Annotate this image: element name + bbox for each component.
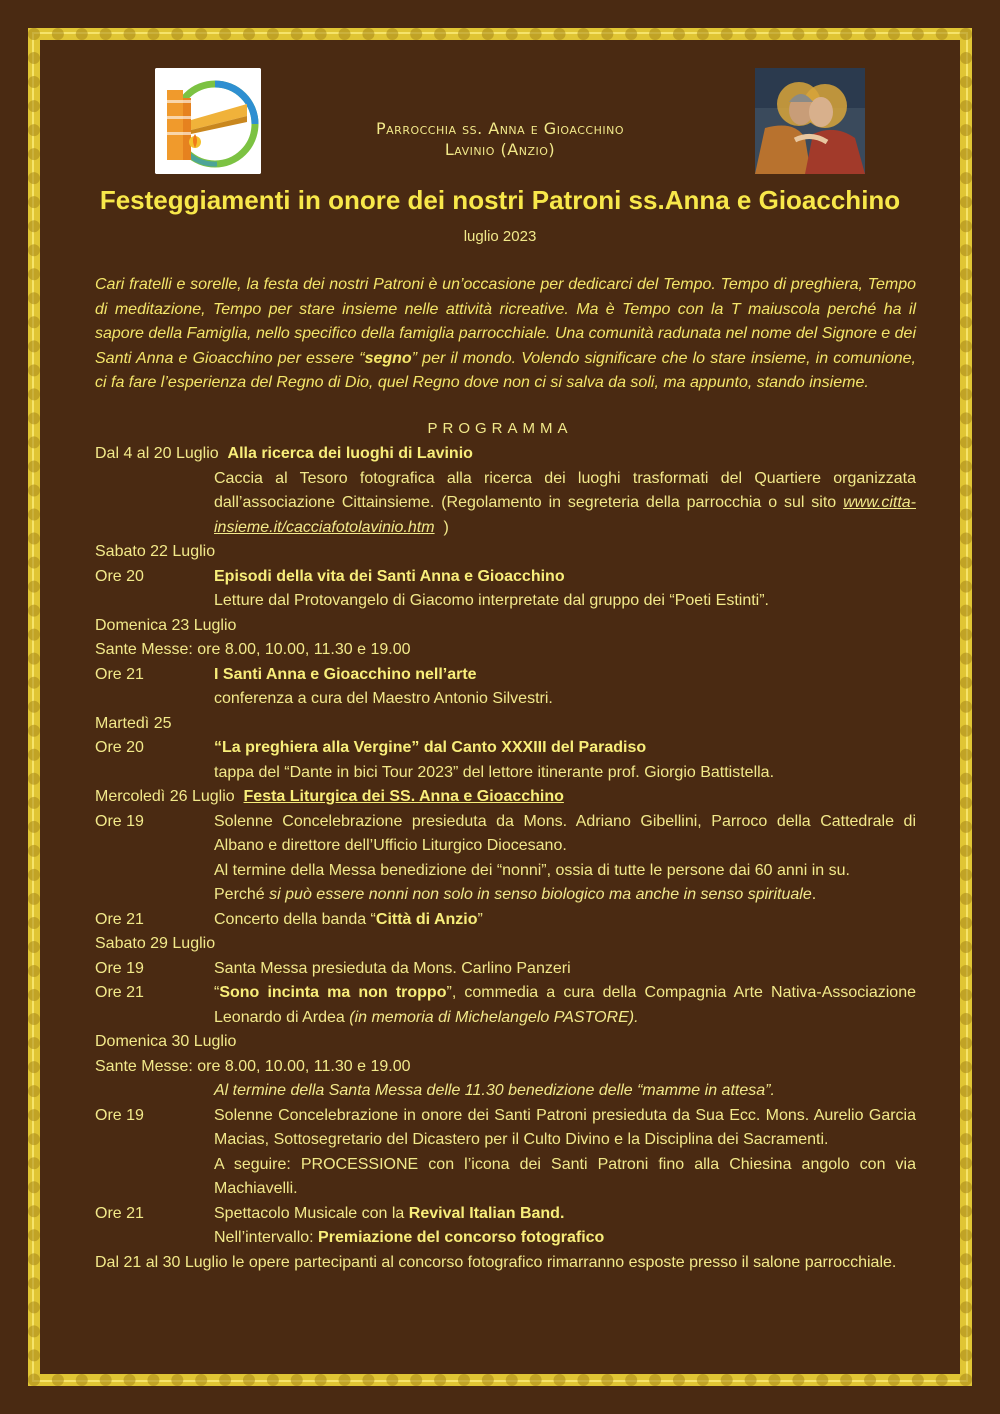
program-7-time-1: Ore 19: [95, 1106, 144, 1124]
program-5-desc-2: Al termine della Messa benedizione dei “nonni”, ossia di tutte le persone dai 60 anni in su.: [214, 861, 850, 879]
program-5-date: Mercoledì 26 Luglio: [95, 788, 235, 805]
program-5-desc-3a: Perché: [214, 886, 265, 903]
intro-text-2: ” per il mondo. Volendo significare che lo stare insieme, in comunione, ci fa fare l’esperienza del Regno di Dio, quel Regno dove non ci si salva da soli, ma appunto, stando insieme.: [95, 349, 916, 391]
program-5-concert-b: Città di Anzio: [375, 910, 478, 928]
page-title: Festeggiamenti in onore dei nostri Patroni ss.Anna e Gioacchino: [99, 185, 901, 215]
program-7-masses: Sante Messe: ore 8.00, 10.00, 11.30 e 19.00: [95, 1057, 411, 1075]
program-1-desc: [95, 467, 916, 541]
program-7-desc-2: A seguire: PROCESSIONE con l’icona dei Santi Patroni fino alla Chiesina angolo con via Machiavelli.: [214, 1155, 916, 1197]
program-item-3: [95, 614, 916, 712]
parish-name: [0, 118, 1000, 160]
program-7-time-2: Ore 21: [95, 1204, 144, 1222]
program-6-desc-2c: ”, commedia a cura della Compagnia Arte Nativa-Associazione Leonardo di Ardea: [214, 984, 917, 1026]
program-3-date: Domenica 23 Luglio: [95, 616, 237, 634]
program-5-title: Festa Liturgica dei SS. Anna e Gioacchino: [243, 788, 564, 805]
program-2-title: Episodi della vita dei Santi Anna e Gioacchino: [214, 567, 565, 585]
program-7-interval: [95, 1226, 916, 1251]
program-5-concert: [214, 908, 916, 933]
program-4-time: Ore 20: [95, 739, 144, 756]
intro-text-1: Cari fratelli e sorelle, la festa dei nostri Patroni è un’occasione per dedicarci del Tempo. Tempo di preghiera, Tempo di meditazione, Tempo per stare insieme nelle attività ricreative. Ma è Tempo con la T maiuscola perché ha il sapore della Famiglia, nello specifico della famiglia parrocchiale. Una comunità radunata nel nome del Signore e dei Santi Anna e Gioacchino per essere “: [95, 276, 916, 367]
program-6-desc-1: Santa Messa presieduta da Mons. Carlino Panzeri: [214, 959, 571, 977]
program-6-desc-2: [214, 981, 916, 1030]
program-2-desc: Letture dal Protovangelo di Giacomo interpretate dal gruppo dei “Poeti Estinti”.: [214, 592, 769, 609]
program-5-desc-1: Solenne Concelebrazione presieduta da Mons. Adriano Gibellini, Parroco della Cattedrale di Albano e direttore dell’Ufficio Liturgico Diocesano.: [214, 812, 916, 854]
program-3-time: Ore 21: [95, 665, 144, 683]
program-item-1: [95, 442, 916, 540]
program-item-2: [95, 540, 916, 614]
program-closing: Dal 21 al 30 Luglio le opere partecipanti al concorso fotografico rimarranno esposte presso il salone parrocchiale.: [95, 1253, 897, 1271]
program-7-show-b: Revival Italian Band.: [408, 1204, 565, 1222]
program-1-link[interactable]: www.citta-insieme.it/cacciafotolavinio.htm: [214, 494, 916, 536]
program-3-masses: Sante Messe: ore 8.00, 10.00, 11.30 e 19.00: [95, 641, 411, 658]
program-7-blessing: Al termine della Santa Messa delle 11.30 benedizione delle “mamme in attesa”.: [214, 1082, 775, 1099]
program-7-interval-b: Premiazione del concorso fotografico: [318, 1229, 605, 1246]
program-heading: PROGRAMMA: [427, 420, 573, 437]
program-1-desc-end: ): [443, 518, 449, 536]
event-date: luglio 2023: [463, 228, 537, 245]
program-item-4: [95, 712, 916, 786]
program-4-title: “La preghiera alla Vergine” dal Canto XXXIII del Paradiso: [214, 739, 647, 756]
program-6-desc-2b: Sono incinta ma non troppo: [219, 984, 447, 1001]
parish-line-2: Lavinio (Anzio): [444, 140, 556, 159]
program-2-time: Ore 20: [95, 567, 144, 585]
program-5-desc-3c: .: [811, 886, 817, 903]
program-3-desc: conferenza a cura del Maestro Antonio Silvestri.: [214, 690, 553, 707]
program-1-desc-text: Caccia al Tesoro fotografica alla ricerca dei luoghi trasformati del Quartiere organizzata dall’associazione Cittainsieme. (Regolamento in segreteria della parrocchia o sul sito: [214, 469, 916, 511]
intro-bold: segno: [364, 349, 412, 367]
program-7-interval-a: Nell’intervallo:: [214, 1229, 314, 1246]
program-7-date: Domenica 30 Luglio: [95, 1033, 237, 1050]
program-1-date: Dal 4 al 20 Luglio: [95, 445, 219, 462]
program-7-desc-1: Solenne Concelebrazione in onore dei Santi Patroni presieduta da Sua Ecc. Mons. Aurelio Garcia Macias, Sottosegretario del Dicastero per il Culto Divino e la Disciplina dei Sacramenti.: [214, 1106, 916, 1148]
program-7-show-a: Spettacolo Musicale con la: [214, 1204, 405, 1222]
program-5-time-2: Ore 21: [95, 910, 144, 928]
program-item-5: [95, 785, 916, 932]
program-5-desc-3b: si può essere nonni non solo in senso biologico ma anche in senso spirituale: [269, 886, 812, 903]
program-1-title: Alla ricerca dei luoghi di Lavinio: [227, 445, 473, 462]
program-5-concert-a: Concerto della banda “: [214, 910, 376, 928]
program-6-desc-2a: “: [214, 984, 220, 1001]
intro-paragraph: [95, 273, 916, 396]
program-2-date: Sabato 22 Luglio: [95, 543, 216, 560]
program-item-6: [95, 932, 916, 1030]
program-4-desc: tappa del “Dante in bici Tour 2023” del lettore itinerante prof. Giorgio Battistella.: [214, 763, 775, 781]
program-5-concert-c: ”: [477, 910, 483, 928]
program-4-date: Martedì 25: [95, 714, 172, 732]
program-6-desc-2d: (in memoria di Michelangelo PASTORE).: [349, 1008, 639, 1026]
parish-line-1: Parrocchia ss. Anna e Gioacchino: [376, 119, 624, 138]
program-3-title: I Santi Anna e Gioacchino nell’arte: [214, 665, 477, 683]
program-7-show: [214, 1202, 916, 1227]
program-6-date: Sabato 29 Luglio: [95, 935, 216, 952]
program-6-time-2: Ore 21: [95, 984, 144, 1001]
program-6-time-1: Ore 19: [95, 959, 144, 977]
program-5-desc-3: [95, 883, 916, 908]
program-item-7: [95, 1030, 916, 1251]
program-5-time-1: Ore 19: [95, 812, 144, 830]
program-list: [95, 442, 916, 1275]
